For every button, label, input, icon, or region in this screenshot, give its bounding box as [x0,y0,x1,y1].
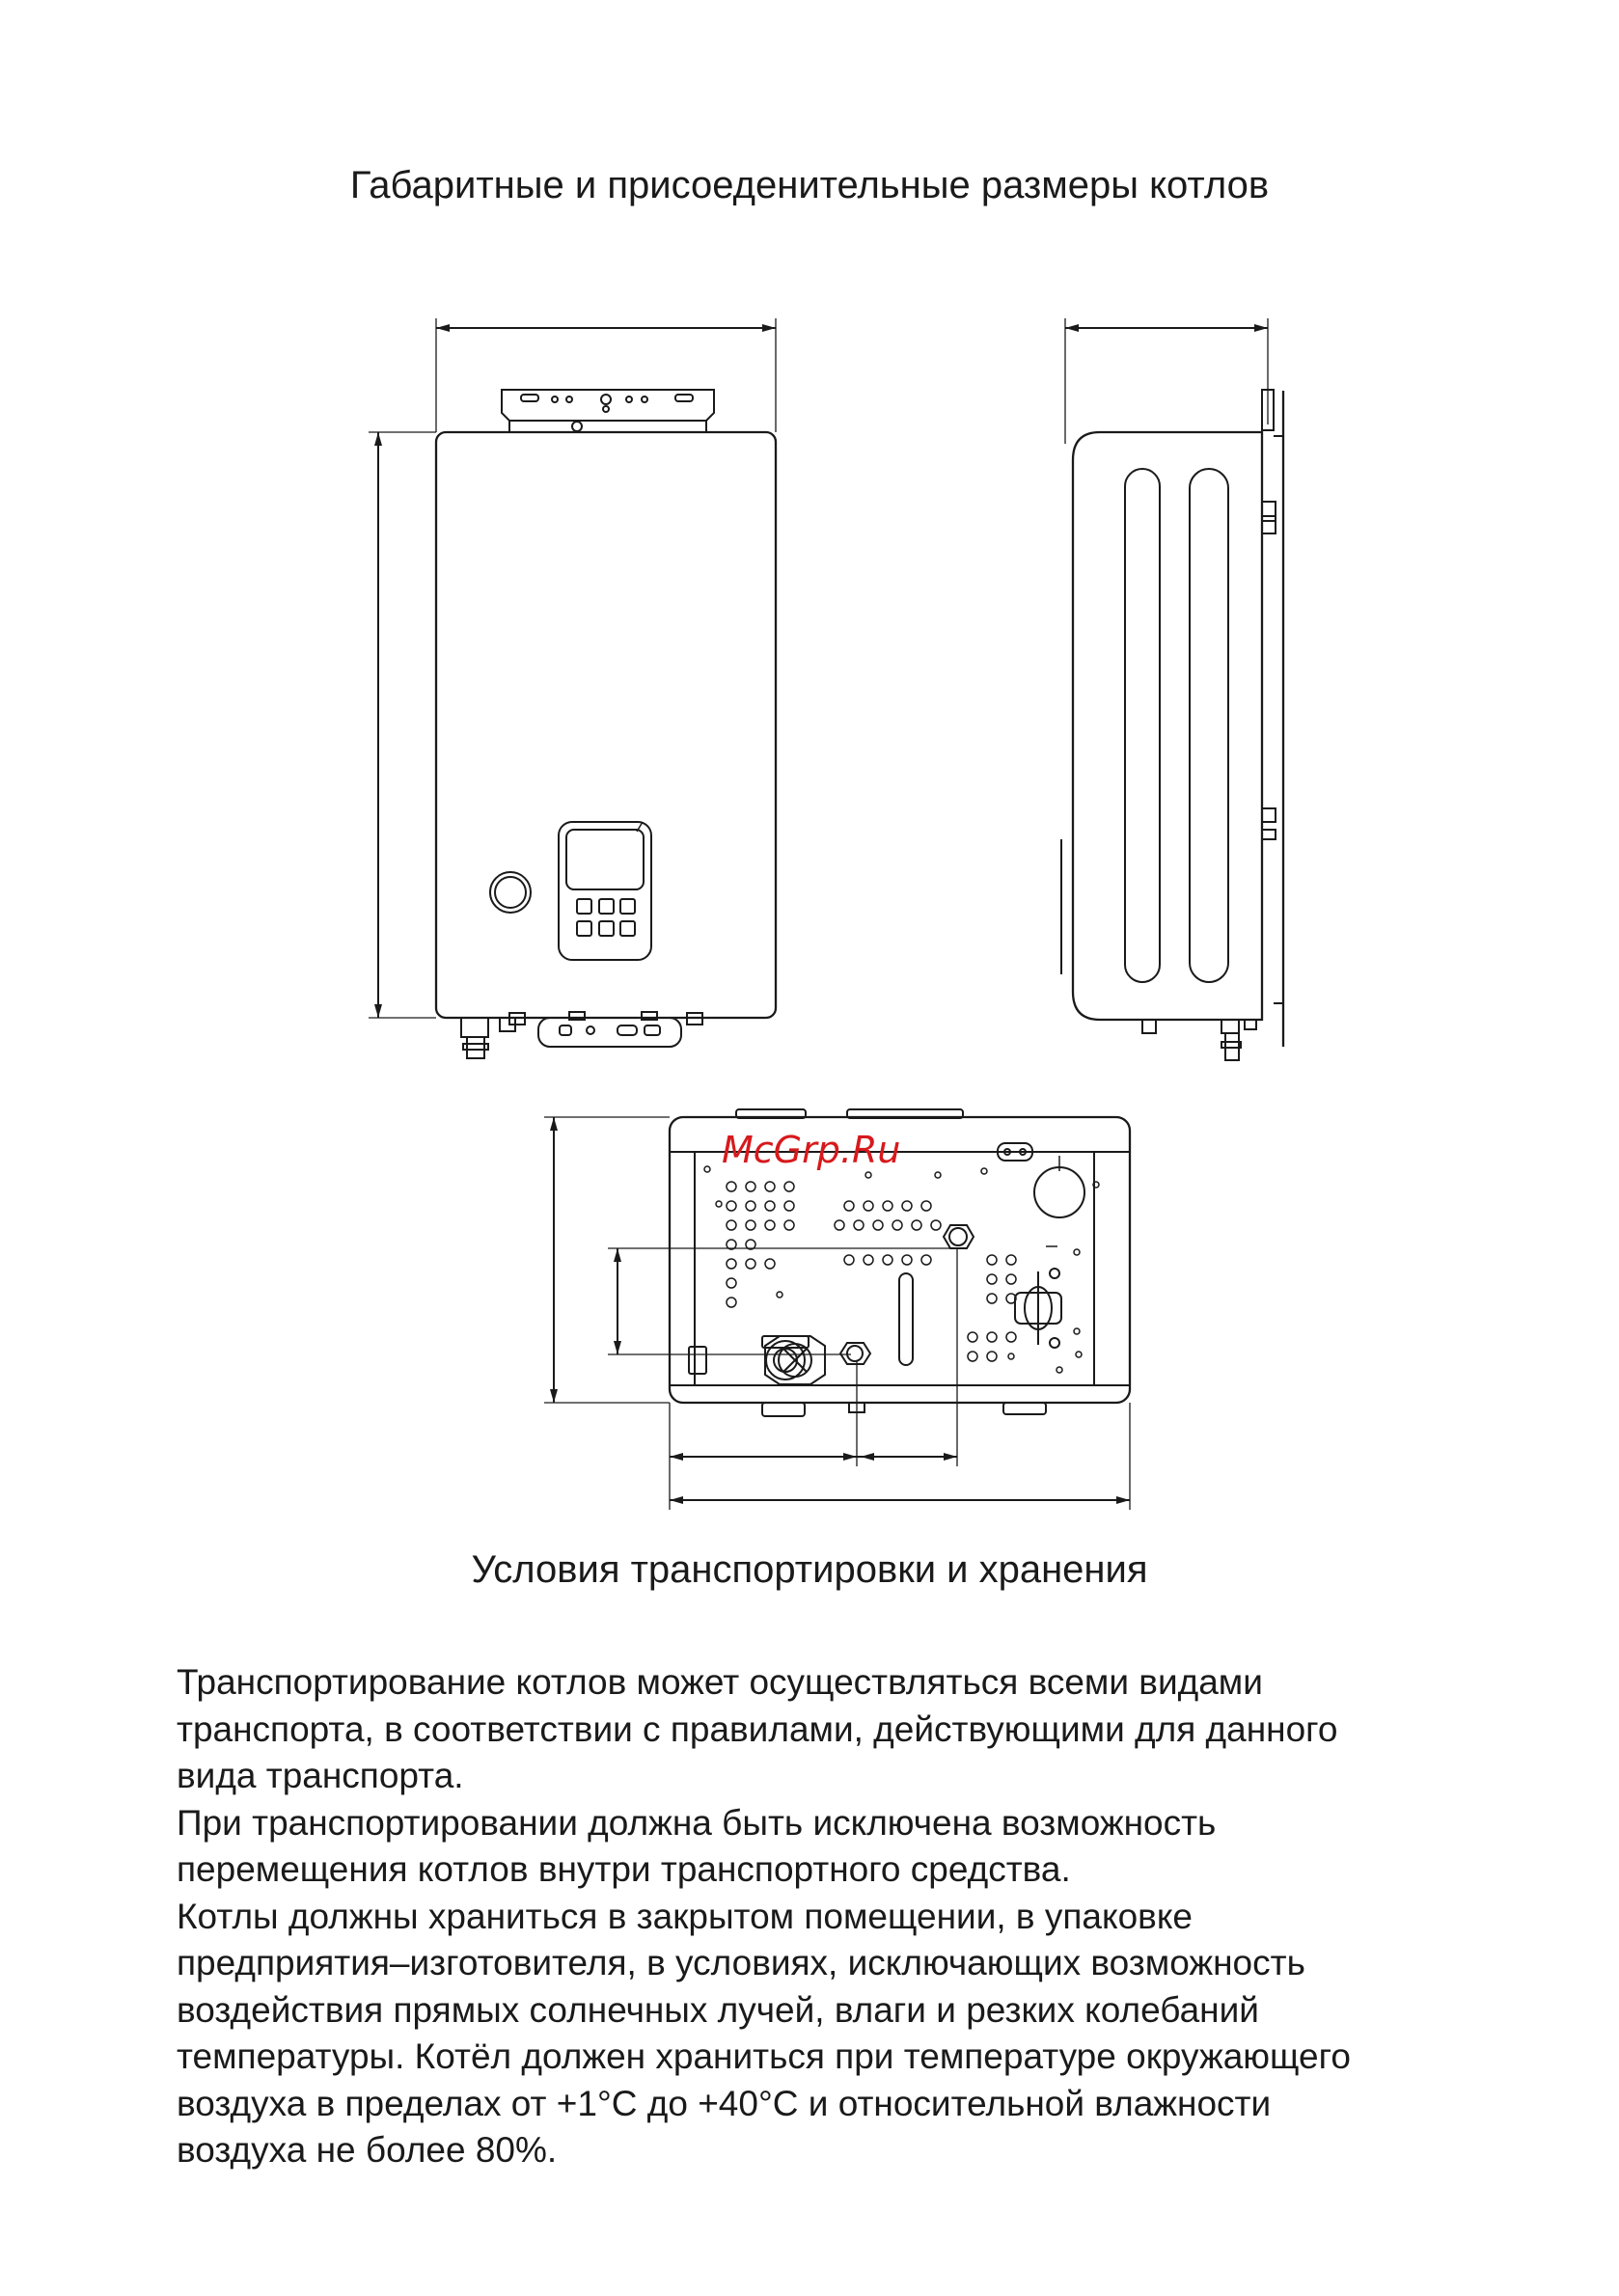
paragraph-line: перемещения котлов внутри транспортного средства. [177,1849,1071,1889]
paragraph-line: При транспортировании должна быть исключена возможность [177,1802,1217,1843]
paragraph-line: воздуха в пределах от +1°С до +40°С и относительной влажности [177,2083,1272,2123]
front-view-drawing [369,318,776,1058]
storage-conditions-paragraph [177,1659,1479,2174]
paragraph-line: транспорта, в соответствии с правилами, действующими для данного [177,1708,1338,1749]
side-view-drawing [1061,318,1283,1060]
paragraph-line: вида транспорта. [177,1756,464,1795]
paragraph-line: Котлы должны храниться в закрытом помещении, в упаковке [177,1896,1194,1936]
paragraph-line: предприятия–изготовителя, в условиях, исключающих возможность [177,1943,1305,1982]
watermark-text: McGrp.Ru [722,1129,901,1171]
paragraph-line: воздействия прямых солнечных лучей, влаги и резких колебаний [177,1989,1259,2030]
page-title: Габаритные и присоеденительные размеры котлов [349,164,1270,206]
paragraph-line: температуры. Котёл должен храниться при температуре окружающего [177,2036,1351,2076]
section-title: Условия транспортировки и хранения [471,1548,1148,1591]
paragraph-line: воздуха не более 80%. [177,2130,558,2170]
paragraph-line: Транспортирование котлов может осуществляться всеми видами [177,1662,1263,1702]
